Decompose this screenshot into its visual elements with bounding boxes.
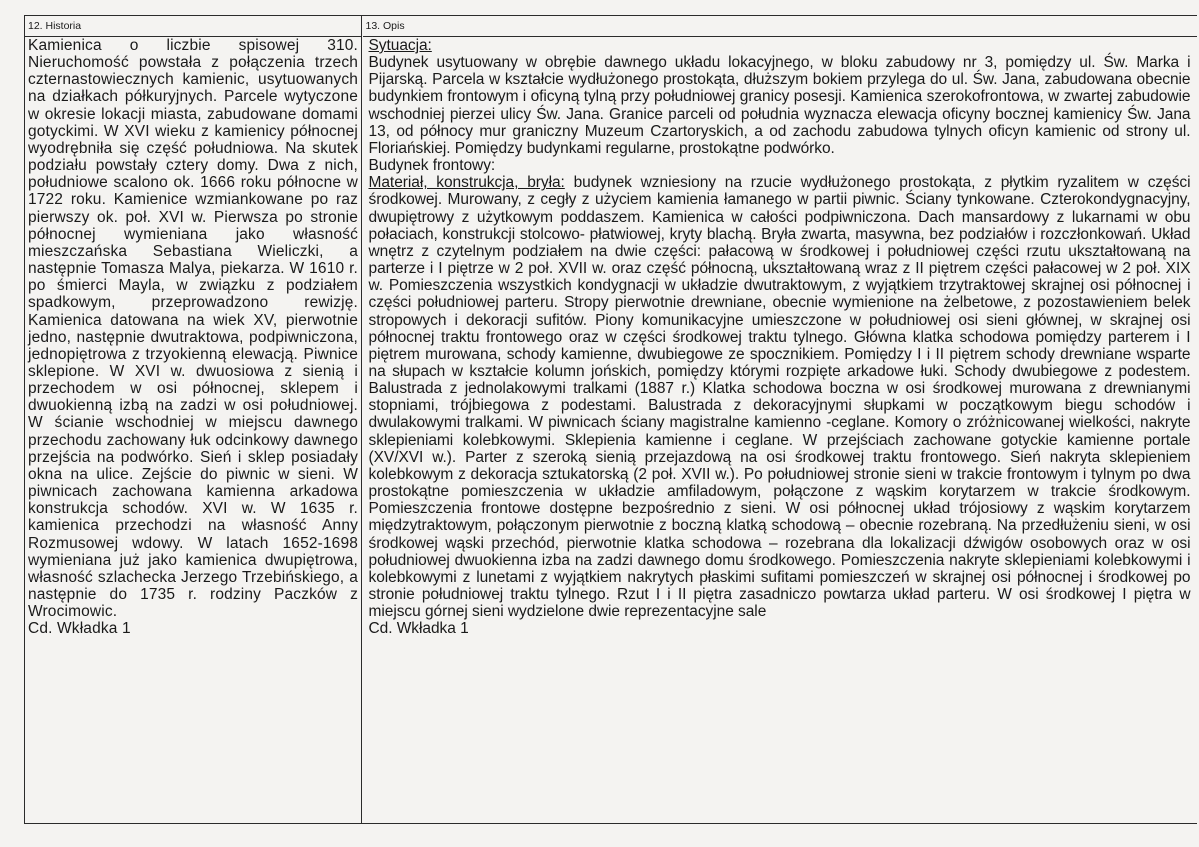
document-sheet (24, 15, 1197, 824)
description-footer: Cd. Wkładka 1 (368, 620, 469, 638)
material-label: Materiał, konstrukcja, bryła: (368, 174, 565, 192)
situation-label: Sytuacja: (368, 37, 432, 54)
building-heading: Budynek frontowy: (368, 157, 496, 175)
situation-paragraph (369, 37, 1191, 54)
history-text: Kamienica o liczbie spisowej 310. Nieruchomość powstała z połączenia trzech czternastowiecznych kamienic, usytuowanych na działkach półkuryjnych. Parcele wytyczone w okresie lokacji miasta, zabudowane domami gotyckimi. W XVI wieku z kamienicy północnej wyodrębniła się część południowa. Na skutek podziału powstały cztery domy. Dwa z nich, południowe scalono ok. 1666 roku północne w 1722 roku. Kamienice wzmiankowane po raz pierwszy ok. poł. XVI w. Pierwsza po stronie północnej wymieniana jako własność mieszczańska Sebastiana Wieliczki, a następnie Tomasza Malya, piekarza. W 1610 r. po śmierci Mayla, w związku z podziałem spadkowym, przeprowadzono rewizję. Kamienica datowana na wiek XV, pierwotnie jedno, następnie dwutraktowa, podpiwniczona, jednopiętrowa z trzyokienną elewacją. Piwnice sklepione. W XVI w. dwuosiowa z sienią i przechodem w osi północnej, sklepem i dwuokienną izbą na zadzi w osi południowej. W ścianie wschodniej w miejscu dawnego przechodu zachowany łuk odcinkowy dawnego przejścia na podwórko. Sień i sklep posiadały okna na ulice. Zejście do piwnic w sieni. W piwnicach zachowana kamienna arkadowa konstrukcja schodów. XVI w. W 1635 r. kamienica przechodzi na własność Anny Rozmusowej wdowy. W latach 1652-1698 wymieniana już jako kamienica dwupiętrowa, własność szlachecka Jerzego Trzebińskiego, a następnie do 1735 r. rodziny Paczków z Wrocimowic. (28, 37, 358, 621)
history-column (25, 16, 362, 823)
history-header: 12. Historia (25, 16, 361, 37)
material-text: budynek wzniesiony na rzucie wydłużonego prostokąta, z płytkim ryzalitem w części środkowej. Murowany, z cegły z użyciem kamienia łamanego w partii piwnic. Ściany tynkowane. Czterokondygnacyjny, dwupiętrowy z użytkowym poddaszem. Kamienica w całości podpiwniczona. Dach mansardowy z lukarnami w obu połaciach, konstrukcji stolcowo- płatwiowej, kryty blachą. Bryła zwarta, masywna, bez podziałów i rozczłonkowań. Układ wnętrz z czytelnym podziałem na dwie części: pałacową w środkowej i południowej części rzutu ukształtowaną na parterze i I piętrze w 2 poł. XVII w. oraz część północną, ukształtowaną wraz z II piętrem części pałacowej w 2 poł. XIX w. Pomieszczenia wszystkich kondygnacji w układzie dwutraktowym, z wyjątkiem trzytraktowej skrajnej osi północnej i części południowej parteru. Stropy pierwotnie drewniane, obecnie wymienione na żelbetowe, z pozostawieniem belek stropowych i dekoracji sufitów. Piony komunikacyjne umieszczone w południowej osi sieni głównej, w skrajnej osi północnej traktu frontowego oraz w części środkowej traktu tylnego. Główna klatka schodowa pomiędzy parterem i I piętrem murowana, schody kamienne, dwubiegowe ze spocznikiem. Pomiędzy I i II piętrem schody drewniane wsparte na słupach w kształcie kolumn jońskich, pomiędzy którymi rozpięte arkadowe łuki. Schody dwubiegowe z podestem. Balustrada z jednolakowymi tralkami (1887 r.) Klatka schodowa boczna w osi środkowej murowana z drewnianymi stopniami, trójbiegowa z podestami. Balustrada z dekoracyjnymi słupkami w początkowym biegu schodów i dwulakowymi tralkami. W piwnicach ściany magistralne kamienno -ceglane. Komory o zróżnicowanej wielkości, nakryte sklepieniami kolebkowymi. Sklepienia kamienne i ceglane. W przejściach zachowane gotyckie kamienne portale (XV/XVI w.). Parter z szeroką sienią przejazdową na osi środkowej traktu frontowego. Sień nakryta sklepieniem kolebkowym z dekoracja sztukatorską (2 poł. XVII w.). Po południowej stronie sieni w trakcie frontowym i tylnym po dwa prostokątne pomieszczenia w układzie amfiladowym, połączone z wąskim korytarzem w trakcie środkowym. Pomieszczenia frontowe dostępne bezpośrednio z sieni. W osi północnej układ trójosiowy z wąskim korytarzem międzytraktowym, połączonym pierwotnie z boczną klatką schodową – obecnie rozebraną. Na przedłużeniu sieni, w osi środkowej wąski przechód, pierwotnie klatka schodowa – rozebrana dla lokalizacji dźwigów osobowych oraz w osi południowej dwuokienna izba na zadzi dawnego domu środkowego. Pomieszczenia nakryte sklepieniami kolebkowymi i kolebkowymi z lunetami z wyjątkiem nakrytych płaskimi sufitami pomieszczeń w skrajnej osi północnej i środkowej po stronie południowej traktu tylnego. Rzut I i II piętra zasadniczo powtarza układ parteru. W osi środkowej I piętra w miejscu górnej sieni wydzielone dwie reprezentacyjne sale (368, 174, 1191, 621)
history-footer: Cd. Wkładka 1 (28, 620, 131, 638)
history-body (25, 37, 361, 637)
material-paragraph (369, 174, 1191, 620)
description-body (363, 37, 1197, 637)
description-header: 13. Opis (363, 16, 1197, 37)
situation-text: Budynek usytuowany w obrębie dawnego układu lokacyjnego, w bloku zabudowy nr 3, pomiędzy ul. Św. Marka i Pijarską. Parcela w kształcie wydłużonego prostokąta, dłuższym bokiem przylega do ul. Św. Jana, zabudowana obecnie budynkiem frontowym i oficyną tylną przy południowej granicy posesji. Kamienica szerokofrontowa, w zwartej zabudowie wschodniej pierzei ulicy Św. Jana. Granice parceli od południa wyznacza elewacja oficyny bocznej kamienicy Św. Jana 13, od północy mur graniczny Muzeum Czartoryskich, a od zachodu zabudowa tylnych oficyn kamienic od strony ul. Floriańskiej. Pomiędzy budynkami regularne, prostokątne podwórko. (368, 54, 1191, 157)
description-column (363, 16, 1197, 823)
